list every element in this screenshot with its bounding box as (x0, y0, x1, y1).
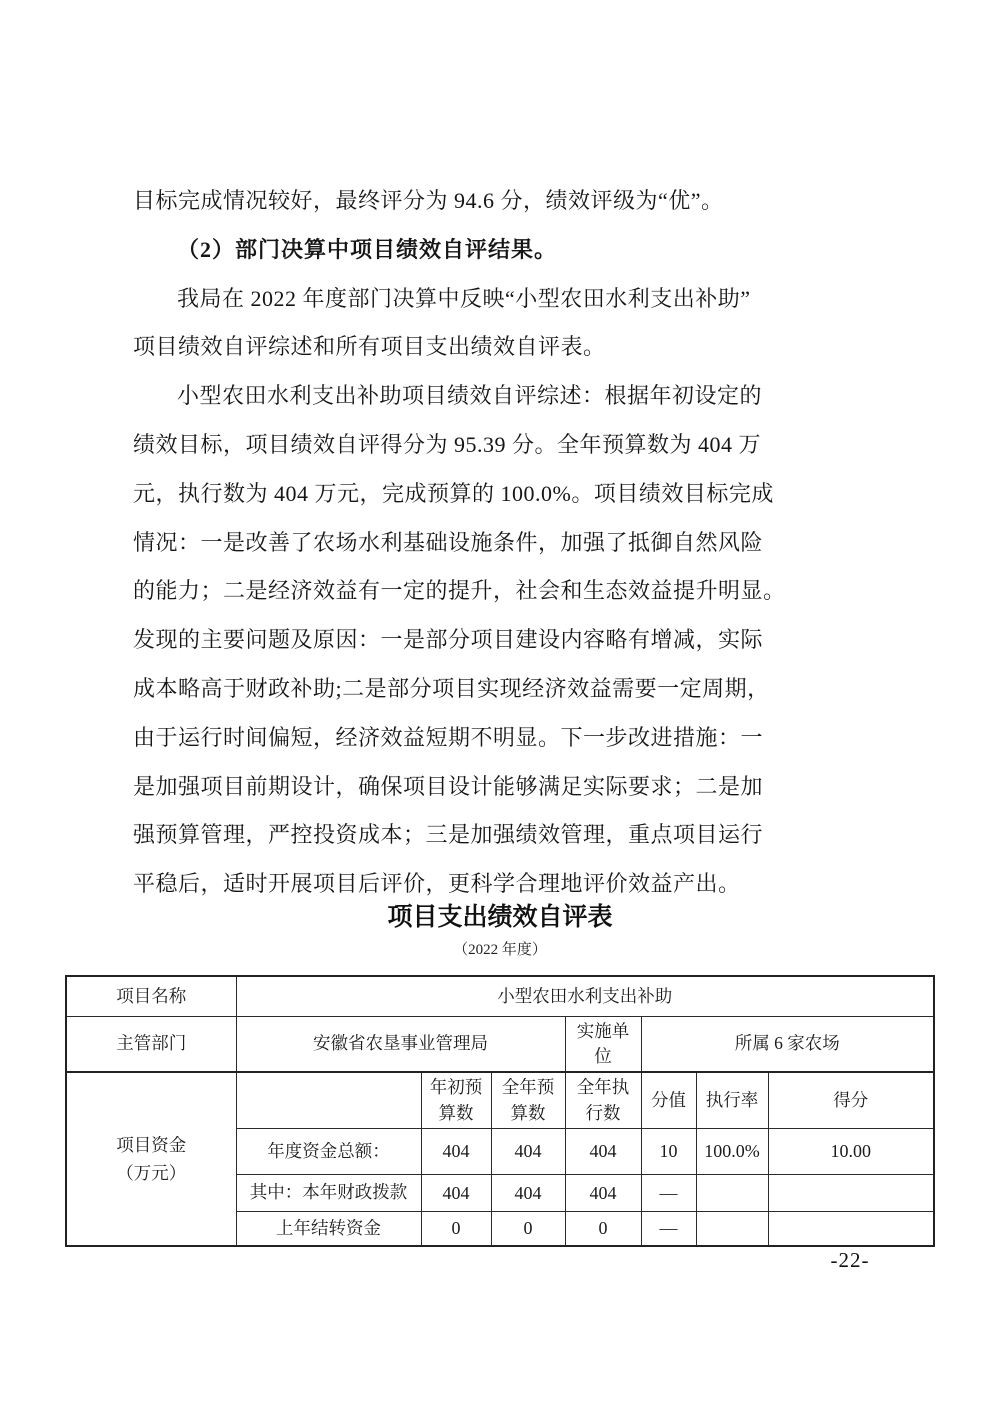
empty-cell (236, 1072, 421, 1128)
body-line: 是加强项目前期设计，确保项目设计能够满足实际要求；二是加 (133, 773, 764, 799)
table-row (66, 976, 934, 1016)
project-name-label: 项目名称 (66, 976, 236, 1016)
cell-weight: — (641, 1175, 696, 1212)
cell-weight: 10 (641, 1129, 696, 1175)
cell-exec-rate: 100.0% (696, 1129, 768, 1175)
cell-exec-rate (696, 1175, 768, 1212)
cell-initial: 404 (421, 1129, 491, 1175)
cell-score: 10.00 (768, 1129, 934, 1175)
cell-executed: 404 (565, 1175, 641, 1212)
table-title: 项目支出绩效自评表 (387, 903, 613, 931)
body-line: 情况：一是改善了农场水利基础设施条件，加强了抵御自然风险 (133, 529, 764, 555)
col-header-annual-budget: 全年预算数 (491, 1072, 565, 1128)
body-text (133, 177, 885, 909)
body-line: 的能力；二是经济效益有一定的提升，社会和生态效益提升明显。 (133, 578, 786, 604)
body-line: 发现的主要问题及原因：一是部分项目建设内容略有增减，实际 (133, 627, 764, 653)
body-line: 项目绩效自评综述和所有项目支出绩效自评表。 (133, 334, 606, 360)
row-label-carryover: 上年结转资金 (236, 1212, 421, 1246)
body-line: 平稳后，适时开展项目后评价，更科学合理地评价效益产出。 (133, 871, 741, 897)
table-row (66, 1016, 934, 1072)
cell-executed: 404 (565, 1129, 641, 1175)
body-line: 强预算管理，严控投资成本；三是加强绩效管理，重点项目运行 (133, 822, 764, 848)
body-line: 元，执行数为 404 万元，完成预算的 100.0%。项目绩效目标完成 (133, 480, 774, 506)
body-line: 由于运行时间偏短，经济效益短期不明显。下一步改进措施：一 (133, 724, 764, 750)
funds-label-cell (66, 1072, 236, 1245)
row-label-total-funds: 年度资金总额： (236, 1129, 421, 1175)
impl-unit-label: 实施单位 (565, 1016, 641, 1072)
body-line: 绩效目标，项目绩效自评得分为 95.39 分。全年预算数为 404 万 (133, 431, 762, 457)
cell-initial: 404 (421, 1175, 491, 1212)
dept-value: 安徽省农垦事业管理局 (236, 1016, 565, 1072)
col-header-weight: 分值 (641, 1072, 696, 1128)
cell-annual: 404 (491, 1129, 565, 1175)
col-header-initial-budget: 年初预算数 (421, 1072, 491, 1128)
body-line: 成本略高于财政补助;二是部分项目实现经济效益需要一定周期， (133, 675, 770, 701)
funds-label-line1: 项目资金 (116, 1134, 187, 1155)
self-evaluation-table (65, 975, 935, 1247)
project-name-value: 小型农田水利支出补助 (236, 976, 934, 1016)
cell-score (768, 1212, 934, 1246)
col-header-score: 得分 (768, 1072, 934, 1128)
cell-score (768, 1175, 934, 1212)
funds-label-line2: （万元） (116, 1162, 187, 1183)
body-line: 目标完成情况较好，最终评分为 94.6 分，绩效评级为“优”。 (133, 188, 724, 213)
table-subtitle: （2022 年度） (453, 942, 547, 958)
cell-annual: 404 (491, 1175, 565, 1212)
col-header-exec-rate: 执行率 (696, 1072, 768, 1128)
cell-weight: — (641, 1212, 696, 1246)
dept-label: 主管部门 (66, 1016, 236, 1072)
table-header-row (66, 1072, 934, 1128)
body-line: 我局在 2022 年度部门决算中反映“小型农田水利支出补助” (177, 285, 751, 311)
col-header-annual-executed: 全年执行数 (565, 1072, 641, 1128)
page-number: -22- (830, 1248, 870, 1272)
impl-unit-value: 所属 6 家农场 (641, 1016, 934, 1072)
cell-annual: 0 (491, 1212, 565, 1246)
section-heading: （2）部门决算中项目绩效自评结果。 (177, 236, 558, 262)
cell-exec-rate (696, 1212, 768, 1246)
body-line: 小型农田水利支出补助项目绩效自评综述：根据年初设定的 (177, 383, 763, 409)
cell-initial: 0 (421, 1212, 491, 1246)
row-label-fiscal-alloc: 其中：本年财政拨款 (236, 1175, 421, 1212)
cell-executed: 0 (565, 1212, 641, 1246)
